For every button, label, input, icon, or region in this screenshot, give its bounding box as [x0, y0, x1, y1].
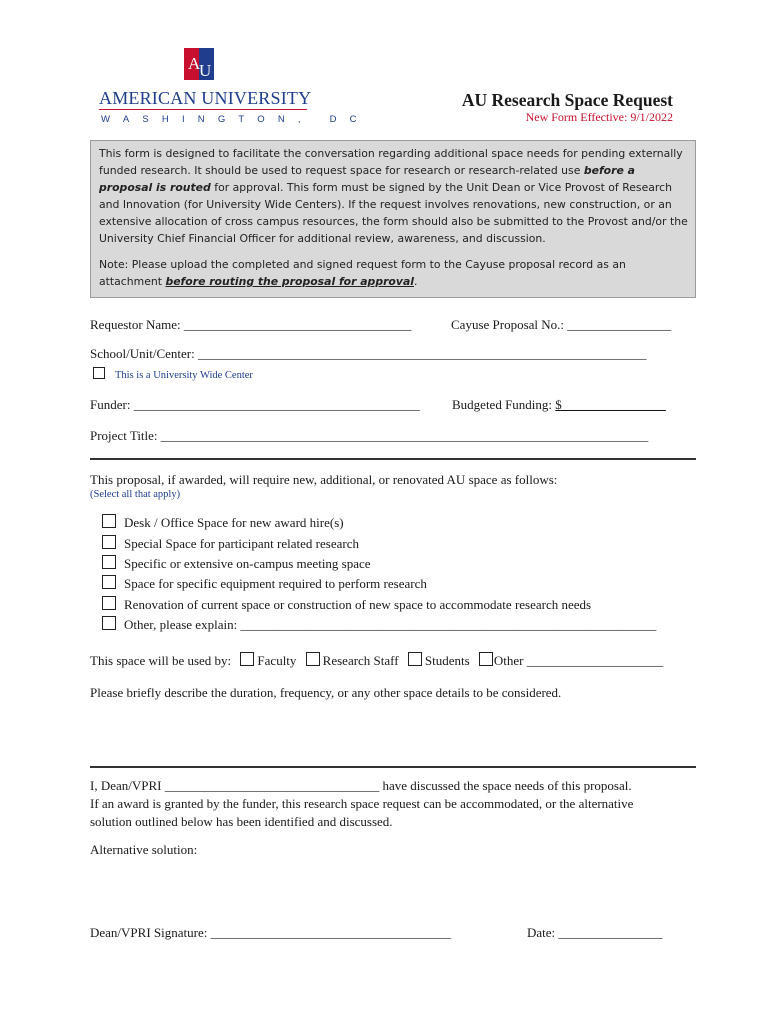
- section-divider: [90, 766, 696, 768]
- cayuse-proposal-field[interactable]: Cayuse Proposal No.: ________________: [451, 317, 672, 332]
- dean-statement-line1[interactable]: I, Dean/VPRI _________________________________ have discussed the space needs of this proposal.: [90, 778, 632, 793]
- other-label: Other _____________________: [493, 653, 664, 668]
- requestor-name-field[interactable]: Requestor Name: ___________________________________: [90, 317, 412, 332]
- au-logo-monogram: [184, 48, 214, 80]
- checkbox[interactable]: [102, 575, 116, 589]
- logo-wordmark: AMERICAN UNIVERSITY: [99, 88, 312, 108]
- logo-rule: [99, 109, 307, 110]
- dean-statement-line2: If an award is granted by the funder, this research space request can be accommodated, or the alternative: [90, 796, 634, 811]
- instructions-box: [90, 140, 696, 298]
- students-checkbox[interactable]: [408, 652, 422, 666]
- research-staff-label: Research Staff: [322, 653, 399, 668]
- describe-prompt: Please briefly describe the duration, frequency, or any other space details to be considered.: [90, 685, 562, 700]
- checkbox[interactable]: [102, 596, 116, 610]
- space-intro: This proposal, if awarded, will require new, additional, or renovated AU space as follows:: [90, 472, 558, 487]
- checkbox[interactable]: [102, 616, 116, 630]
- space-option[interactable]: Desk / Office Space for new award hire(s): [102, 514, 344, 531]
- students-label: Students: [424, 653, 470, 668]
- dean-signature-field[interactable]: Dean/VPRI Signature: _____________________________________: [90, 925, 452, 940]
- space-option[interactable]: Specific or extensive on-campus meeting space: [102, 555, 371, 572]
- date-field[interactable]: Date: ________________: [527, 925, 663, 940]
- funder-field[interactable]: Funder: ____________________________________________: [90, 397, 420, 412]
- checkbox[interactable]: [102, 555, 116, 569]
- space-option-other[interactable]: Other, please explain: ________________________________________________________________: [102, 616, 656, 633]
- space-option[interactable]: Space for specific equipment required to perform research: [102, 575, 427, 592]
- wide-center-option[interactable]: [93, 365, 253, 383]
- space-option[interactable]: Special Space for participant related research: [102, 535, 359, 552]
- effective-date: New Form Effective: 9/1/2022: [525, 110, 673, 124]
- logo-letter-u: U: [199, 61, 212, 80]
- logo-location: WASHINGTON, DC: [101, 114, 370, 125]
- dean-statement-line3: solution outlined below has been identified and discussed.: [90, 814, 393, 829]
- faculty-label: Faculty: [257, 653, 297, 668]
- project-title-field[interactable]: Project Title: ___________________________________________________________________________: [90, 428, 649, 443]
- used-by-label: This space will be used by:: [90, 653, 232, 668]
- wide-center-checkbox[interactable]: [93, 367, 105, 379]
- budget-value: $________________: [555, 397, 666, 412]
- space-option[interactable]: Renovation of current space or construction of new space to accommodate research needs: [102, 596, 591, 613]
- section-divider: [90, 458, 696, 460]
- instructions-paragraph: This form is designed to facilitate the conversation regarding additional space needs for pending externally funded research. It should be used to request space for research or research-related use before a proposal is routed for approval. This form must be signed by the Unit Dean or Vice Provost of Research and Innovation (for University Wide Centers). If the request involves renovations, new construction, or an extensive allocation of cross campus resources, the form should also be submitted to the Provost and/or the University Chief Financial Officer for additional review, awareness, and discussion.: [99, 147, 688, 245]
- select-hint: (Select all that apply): [90, 489, 181, 500]
- logo-letter-a: A: [188, 54, 201, 73]
- form-title: AU Research Space Request: [461, 90, 673, 110]
- upload-note: Note: Please upload the completed and signed request form to the Cayuse proposal record as an attachment before routing the proposal for approval.: [99, 258, 626, 288]
- checkbox[interactable]: [102, 535, 116, 549]
- research-staff-checkbox[interactable]: [306, 652, 320, 666]
- budget-label: Budgeted Funding:: [452, 397, 556, 412]
- other-checkbox[interactable]: [479, 652, 493, 666]
- faculty-checkbox[interactable]: [240, 652, 254, 666]
- school-unit-field[interactable]: School/Unit/Center: _____________________________________________________________________: [90, 346, 647, 361]
- budget-field[interactable]: [452, 397, 666, 413]
- wide-center-label: This is a University Wide Center: [115, 370, 253, 381]
- checkbox[interactable]: [102, 514, 116, 528]
- used-by-row: [90, 652, 663, 669]
- alternative-solution-label: Alternative solution:: [90, 842, 198, 857]
